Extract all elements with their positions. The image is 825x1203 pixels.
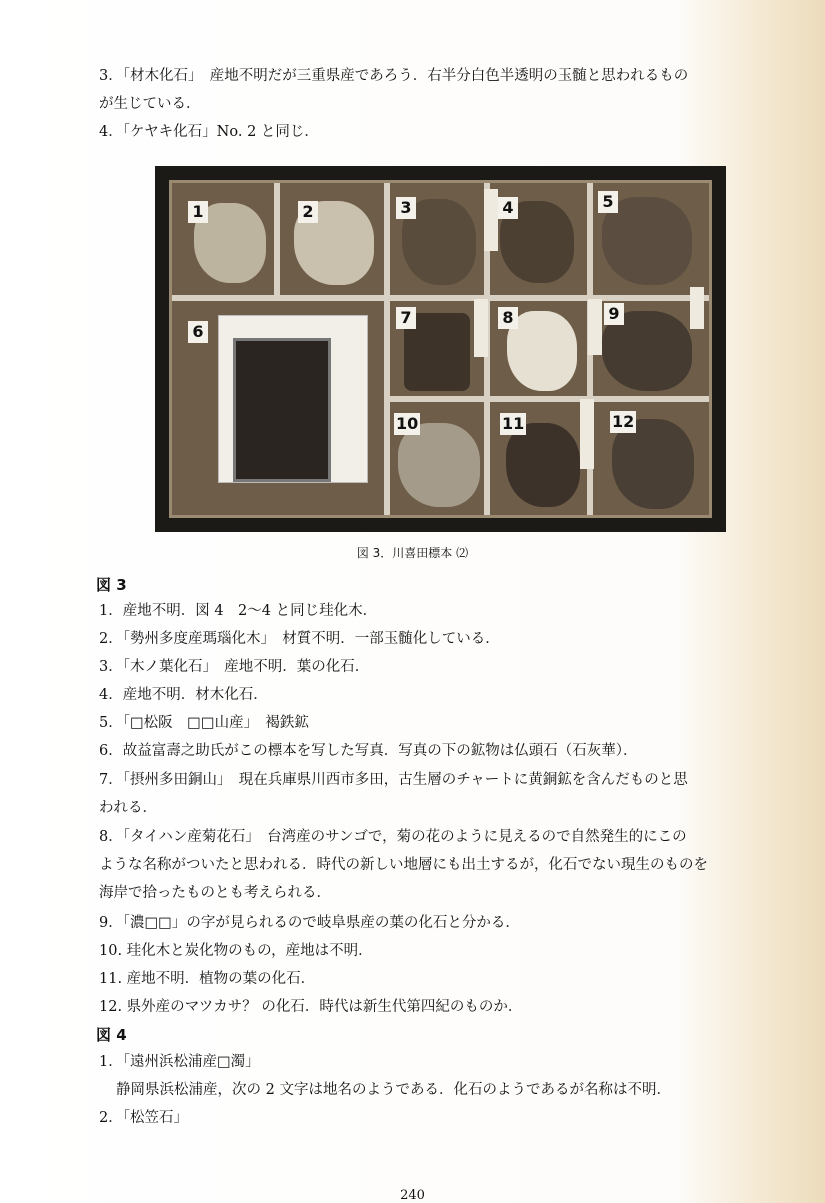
tray-divider-v1 bbox=[274, 183, 280, 295]
page-number: 240 bbox=[400, 1188, 425, 1203]
fig3-item: 3．「木ノ葉化石」 産地不明．葉の化石． bbox=[99, 659, 370, 675]
specimen-tray bbox=[169, 180, 712, 518]
label-tag-9 bbox=[690, 287, 704, 329]
fig3-item: 4．産地不明．材木化石． bbox=[99, 687, 268, 703]
tray-divider-v2 bbox=[384, 183, 390, 515]
fig3-item: 6．故益富壽之助氏がこの標本を写した写真．写真の下の鉱物は仏頭石（石灰華）． bbox=[99, 743, 638, 759]
number-label-1: 1 bbox=[188, 201, 208, 223]
label-tag-8 bbox=[588, 299, 602, 355]
number-label-8: 8 bbox=[498, 307, 518, 329]
specimen-6-photograph bbox=[218, 315, 368, 483]
label-tag-3 bbox=[484, 189, 498, 251]
tray-divider-h1 bbox=[172, 295, 709, 301]
number-label-2: 2 bbox=[298, 201, 318, 223]
fig3-item: 9．「濃□□」の字が見られるので岐阜県産の葉の化石と分かる． bbox=[99, 915, 520, 931]
fig3-item: 5．「□松阪 □□山産」 褐鉄鉱 bbox=[99, 715, 309, 731]
number-label-5: 5 bbox=[598, 191, 618, 213]
number-label-6: 6 bbox=[188, 321, 208, 343]
label-tag-11 bbox=[580, 399, 594, 469]
number-label-3: 3 bbox=[396, 197, 416, 219]
number-label-11: 11 bbox=[502, 414, 525, 433]
fig4-item: 1．「遠州浜松浦産□濁」 bbox=[99, 1054, 260, 1070]
tray-divider-h2 bbox=[384, 396, 709, 402]
label-tag-7 bbox=[474, 299, 488, 357]
fig3-item: 11. 産地不明．植物の葉の化石． bbox=[99, 971, 316, 987]
specimen-10 bbox=[398, 423, 480, 507]
fig3-item: 10. 珪化木と炭化物のもの，産地は不明． bbox=[99, 943, 373, 959]
intro-line-3: 4．「ケヤキ化石」No. 2 と同じ． bbox=[99, 124, 319, 140]
specimen-11 bbox=[506, 423, 580, 507]
fig3-item: 2．「勢州多度産瑪瑙化木」 材質不明．一部玉髄化している． bbox=[99, 631, 500, 647]
fig3-item: 1．産地不明．図 4 2～4 と同じ珪化木． bbox=[99, 603, 378, 619]
fig4-item: 2．「松笠石」 bbox=[99, 1110, 188, 1126]
fig3-item: 8．「タイハン産菊花石」 台湾産のサンゴで，菊の花のように見えるので自然発生的にこの bbox=[99, 829, 687, 845]
intro-line-1: 3．「材木化石」 産地不明だが三重県産であろう．右半分白色半透明の玉髄と思われるもの bbox=[99, 68, 689, 84]
fig3-heading: 図 3 bbox=[96, 576, 127, 594]
number-label-4: 4 bbox=[498, 197, 518, 219]
number-label-9: 9 bbox=[604, 303, 624, 325]
number-label-10: 10 bbox=[396, 414, 419, 433]
fig4-item-description: 静岡県浜松浦産，次の 2 文字は地名のようである．化石のようであるが名称は不明． bbox=[116, 1082, 671, 1098]
fig3-item: 7．「摂州多田銅山」 現在兵庫県川西市多田，古生層のチャートに黄銅鉱を含んだものと思 bbox=[99, 772, 688, 788]
fig4-heading: 図 4 bbox=[96, 1026, 127, 1044]
figure-caption: 図 3．川喜田標本 ⑵ bbox=[356, 546, 469, 560]
photo-inner-mineral-box bbox=[233, 338, 331, 482]
fig3-item: 12. 県外産のマツカサ？ の化石．時代は新生代第四紀のものか． bbox=[99, 999, 523, 1015]
specimen-box-photo bbox=[155, 166, 726, 532]
intro-line-2: が生じている． bbox=[99, 96, 201, 112]
number-label-7: 7 bbox=[396, 307, 416, 329]
number-label-12: 12 bbox=[612, 412, 635, 431]
fig3-item-continuation: ような名称がついたと思われる．時代の新しい地層にも出土するが，化石でない現生のものを bbox=[99, 857, 708, 873]
fig3-item-continuation: 海岸で拾ったものとも考えられる． bbox=[99, 885, 331, 901]
fig3-item-continuation: われる． bbox=[99, 800, 157, 816]
